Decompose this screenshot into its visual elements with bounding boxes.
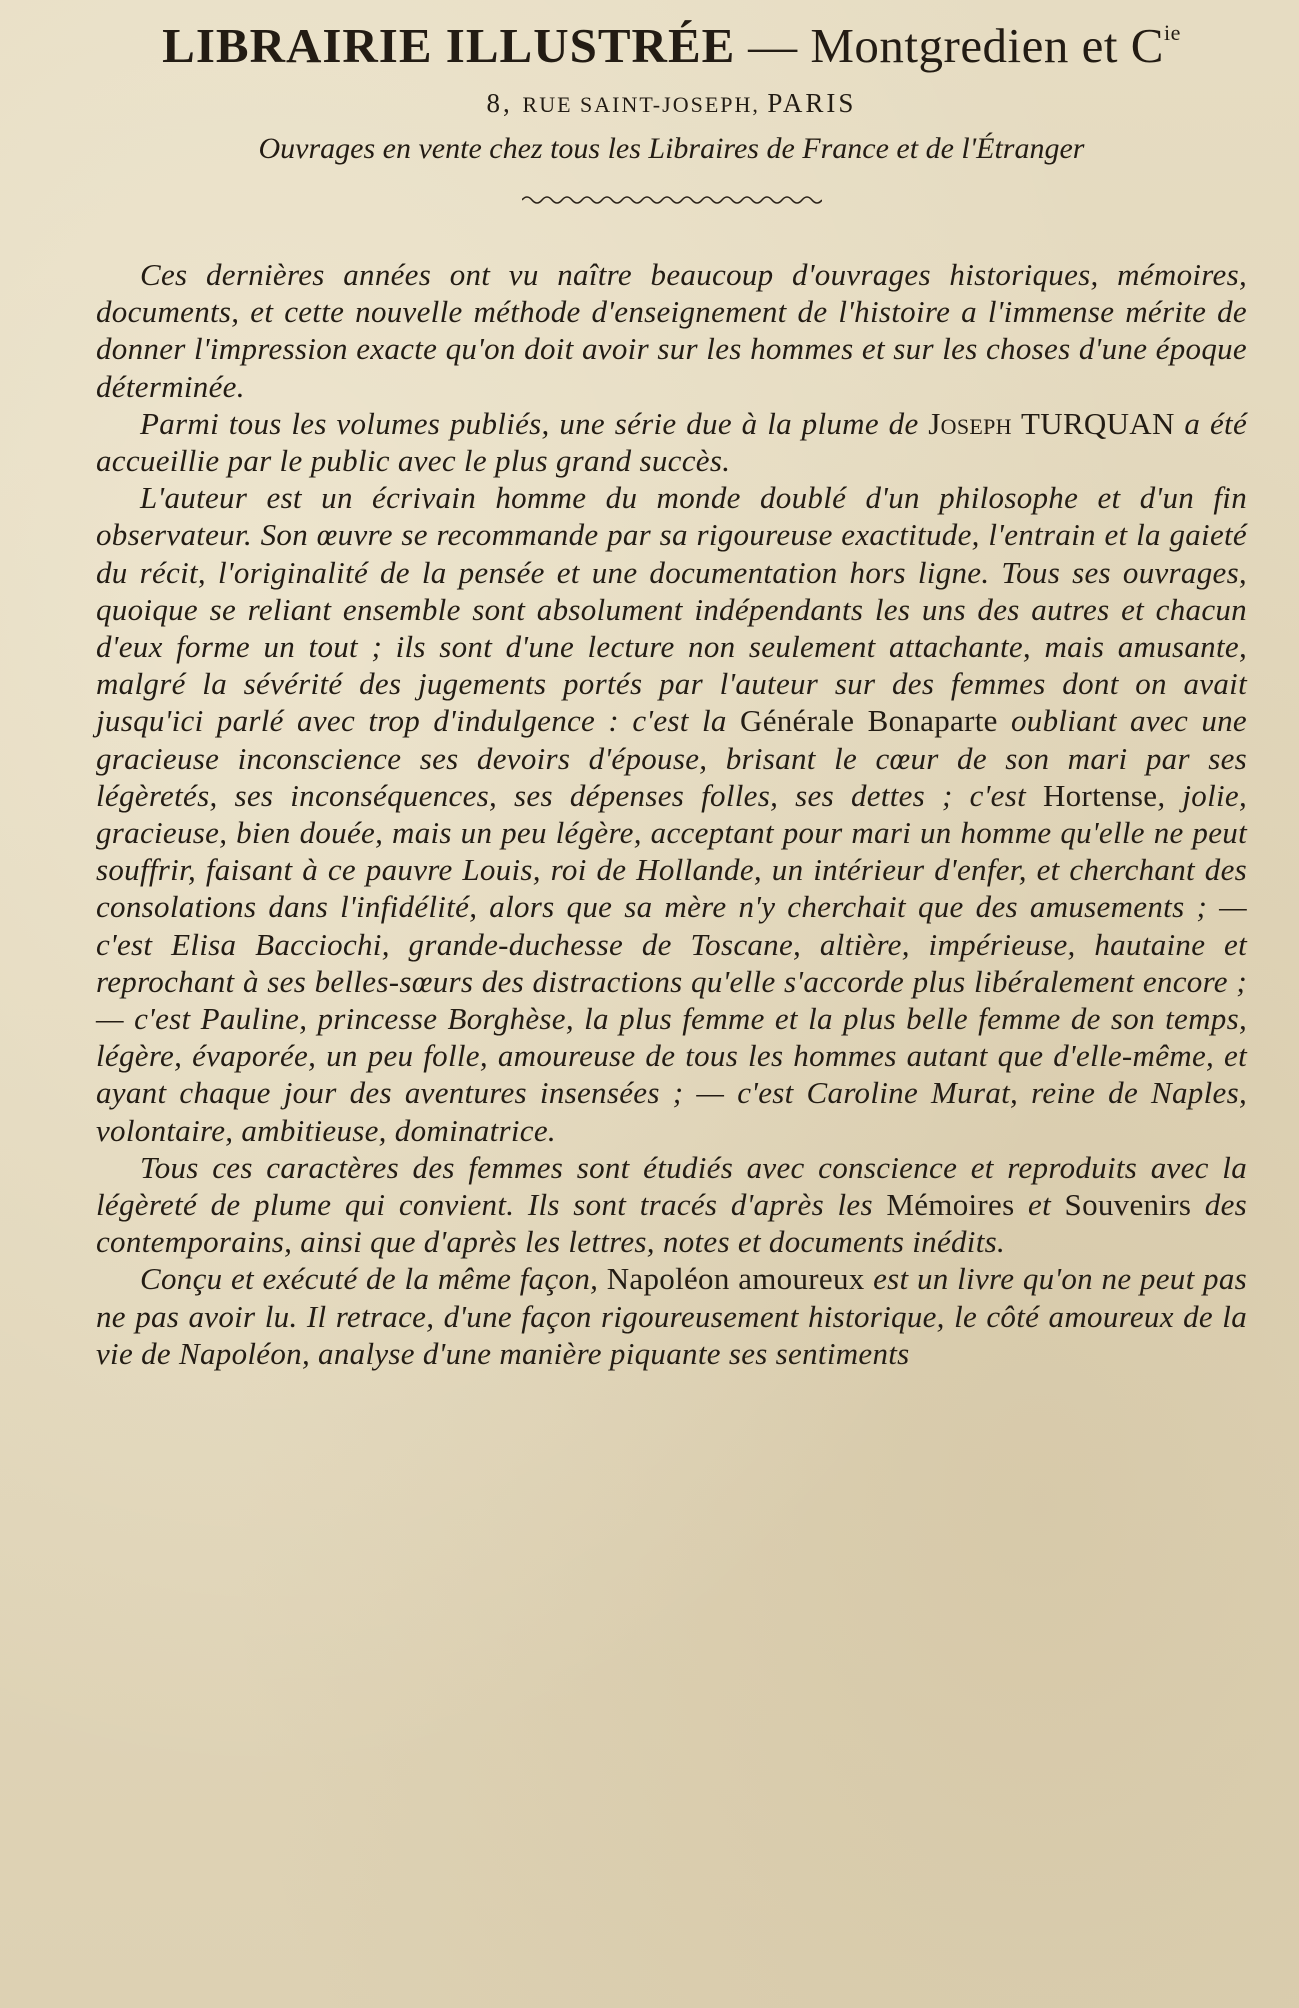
p4-text-b: des contemporains, ainsi que d'après les lettres, notes et documents inédits. (96, 1187, 1247, 1260)
author-last-name: TURQUAN (1011, 405, 1175, 441)
title-main: LIBRAIRIE ILLUSTRÉE (162, 18, 736, 73)
p5-text-a: Conçu et exécuté de la même façon, (140, 1261, 607, 1297)
paragraph-5 (96, 1260, 1247, 1372)
p3-text-b: oubliant avec une gracieuse inconscience ses devoirs d'épouse, brisant le cœur de son mari par ses légèretés, ses inconséquences, ses dépenses folles, ses dettes ; c'est (96, 703, 1247, 813)
p3-text-a: L'auteur est un écrivain homme du monde doublé d'un philosophe et d'un fin observateur. Son œuvre se recommande par sa rigoureuse exactitude, l'entrain et la gaieté du récit, l'originalité de la pensée et une documentation hors ligne. Tous ses ouvrages, quoique se reliant ensemble sont absolument indépendants les uns des autres et chacun d'eux forme un tout ; ils sont d'une lecture non seulement attachante, mais amusante, malgré la sévérité des jugements portés par l'auteur sur des femmes dont on avait jusqu'ici parlé avec trop d'indulgence : c'est la (96, 480, 1247, 739)
title-separator: — (735, 18, 811, 73)
p4-text-a: Tous ces caractères des femmes sont étudiés avec conscience et reproduits avec la légèreté de plume qui convient. Ils sont tracés d'après les (96, 1149, 1247, 1223)
p2-text-b: a été accueillie par le public avec le plus grand succès. (96, 405, 1247, 479)
p5-text-b: est un livre qu'on ne peut pas ne pas avoir lu. Il retrace, d'une façon rigoureusement historique, le côté amoureux de la vie de Napoléon, analyse d'une manière piquante ses sentiments (96, 1261, 1248, 1371)
title-publisher: Montgredien et C (810, 18, 1164, 73)
body-text (96, 256, 1247, 1372)
p2-text-a: Parmi tous les volumes publiés, une série due à la plume de (140, 405, 929, 441)
paragraph-2 (96, 405, 1247, 479)
book-title-memoires: Mémoires (886, 1187, 1015, 1223)
title-superscript: ie (1163, 20, 1181, 45)
book-title-generale: Générale Bonaparte (740, 703, 998, 739)
publisher-address (96, 85, 1247, 123)
paragraph-1: Ces dernières années ont vu naître beaucoup d'ouvrages historiques, mémoires, documents, et cette nouvelle méthode d'enseignement de l'histoire a l'immense mérite de donner l'impression exacte qu'on doit avoir sur les hommes et sur les choses d'une époque déterminée. (96, 257, 1247, 404)
p3-text-c: , jolie, gracieuse, bien douée, mais un peu légère, acceptant pour mari un homme qu'elle ne peut souffrir, faisant à ce pauvre Louis, roi de Hollande, un intérieur d'enfer, et cherchant des consolations dans l'infidélité, alors que sa mère n'y cherchait que des amusements ; — c'est Elisa Bacciochi, grande-duchesse de Toscane, altière, impérieuse, hautaine et reprochant à ses belles-sœurs des distractions qu'elle s'accorde plus libéralement encore ; — c'est Pauline, princesse Borghèse, la plus femme et la plus belle femme de son temps, légère, évaporée, un peu folle, amoureuse de tous les hommes autant que d'elle-même, et ayant chaque jour des aventures insensées ; — c'est Caroline Murat, reine de Naples, volontaire, ambitieuse, dominatrice. (96, 777, 1248, 1148)
address-number: 8, (486, 88, 523, 118)
address-street: RUE SAINT-JOSEPH, (522, 92, 768, 117)
paragraph-4 (96, 1149, 1247, 1261)
address-city: PARIS (767, 88, 857, 118)
wavy-divider-ornament (522, 193, 822, 207)
tagline: Ouvrages en vente chez tous les Libraires de France et de l'Étranger (258, 132, 1085, 165)
book-title-souvenirs: Souvenirs (1064, 1187, 1192, 1223)
page-header (96, 0, 1247, 212)
publisher-title (96, 4, 1247, 75)
book-title-hortense: Hortense (1043, 777, 1158, 813)
book-title-napoleon: Napoléon amoureux (606, 1261, 865, 1297)
paragraph-3 (96, 479, 1247, 1149)
p4-text-et: et (1014, 1187, 1065, 1223)
author-first-name: Joseph (928, 405, 1012, 441)
